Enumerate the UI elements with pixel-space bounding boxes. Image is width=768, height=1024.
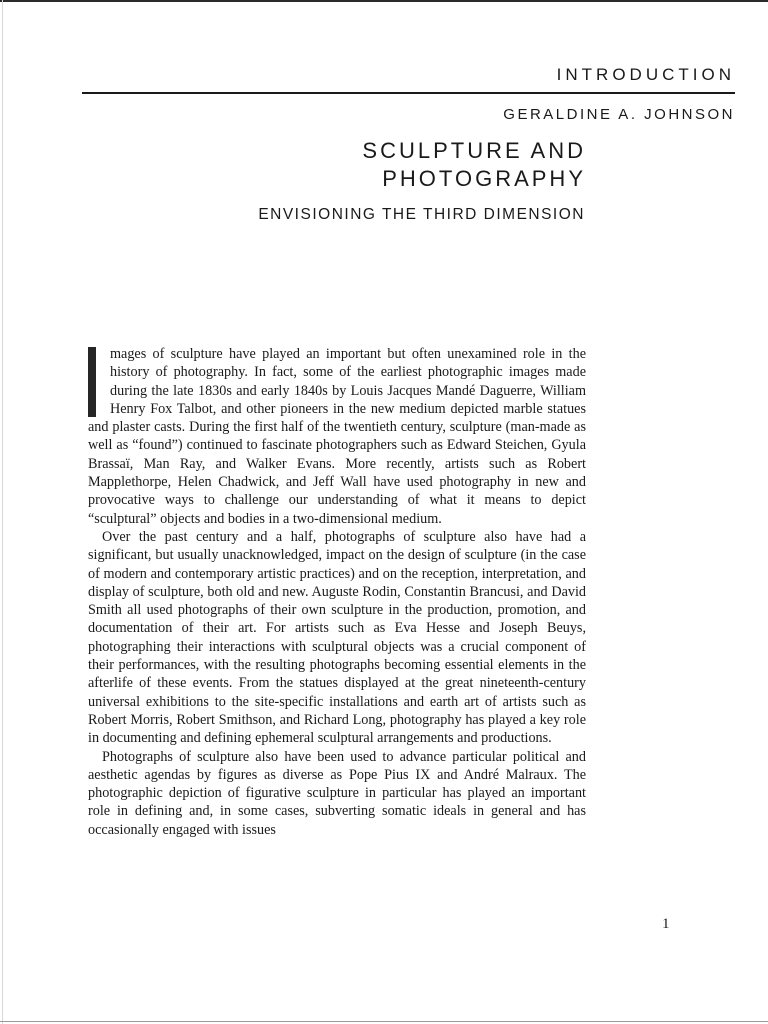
page-number: 1 — [662, 916, 670, 932]
chapter-title — [362, 137, 586, 193]
paragraph-1-text: mages of sculpture have played an important but often unexamined role in the history of photography. In fact, some of the earliest photographic images made during the late 1830s and early 1840s by Louis Jacques Mandé Daguerre, William Henry Fox Talbot, and other pioneers in the new medium depicted marble statues and plaster casts. During the first half of the twentieth century, sculpture (man-made as well as “found”) continued to fascinate photographers such as Edward Steichen, Gyula Brassaï, Man Ray, and Walker Evans. More recently, artists such as Robert Mapplethorpe, Helen Chadwick, and Jeff Wall have used photography in new and provocative ways to challenge our understanding of what it means to depict “sculptural” objects and bodies in a two-dimensional medium. — [88, 346, 586, 527]
chapter-subtitle: ENVISIONING THE THIRD DIMENSION — [258, 206, 585, 223]
paragraph-3: Photographs of sculpture also have been used to advance particular political and aesthetic agendas by figures as diverse as Pope Pius IX and André Malraux. The photographic depiction of figurative sculpture in particular has played an important role in defining and, in some cases, subverting somatic ideals in general and has occasionally engaged with issues — [88, 748, 586, 838]
drop-cap — [88, 347, 96, 417]
header-rule — [82, 92, 735, 94]
body-text — [88, 345, 586, 839]
paragraph-1 — [88, 345, 586, 528]
page-bottom-edge — [0, 1021, 768, 1022]
chapter-title-line-1: SCULPTURE AND — [362, 138, 586, 163]
page-left-edge — [2, 0, 3, 1024]
chapter-title-line-2: PHOTOGRAPHY — [382, 166, 586, 191]
paragraph-2: Over the past century and a half, photographs of sculpture also have had a significant, but usually unacknowledged, impact on the design of sculpture (in the case of modern and contemporary artistic practices) and on the reception, interpretation, and display of sculpture, both old and new. Auguste Rodin, Constantin Brancusi, and David Smith all used photographs of their own sculpture in the production, promotion, and documentation of their art. For artists such as Eva Hesse and Joseph Beuys, photographing their interactions with sculptural objects was a crucial component of their performances, with the resulting photographs becoming essential elements in the afterlife of these events. From the statues displayed at the great nineteenth-century universal exhibitions to the site-specific installations and earth art of artists such as Robert Morris, Robert Smithson, and Richard Long, photography has played a key role in documenting and defining ephemeral sculptural arrangements and productions. — [88, 528, 586, 747]
page-top-edge — [0, 0, 768, 2]
author-name: GERALDINE A. JOHNSON — [503, 106, 735, 123]
section-label: INTRODUCTION — [556, 65, 735, 84]
